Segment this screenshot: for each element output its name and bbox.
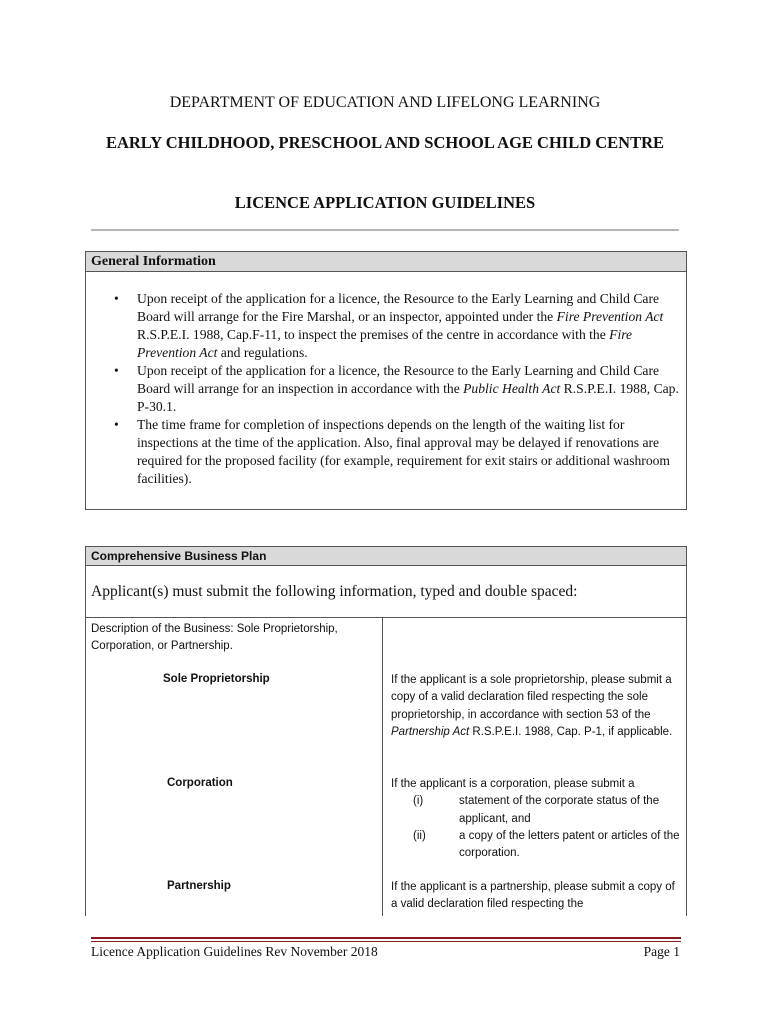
business-plan-intro: Applicant(s) must submit the following information, typed and double spaced: <box>86 566 686 618</box>
header-divider <box>91 229 679 231</box>
corporation-label: Corporation <box>167 777 233 789</box>
list-item: (i) statement of the corporate status of the applicant, and <box>413 795 660 825</box>
document-subtitle: LICENCE APPLICATION GUIDELINES <box>234 193 536 212</box>
general-information-list <box>114 290 682 488</box>
sole-proprietorship-text: If the applicant is a sole proprietorship, please submit a copy of a valid declaration filed respecting the sole proprietorship, in accordance with section 53 of the Partnership Act R.S.P.E.I. 1988, Cap. P-1, if applicable. <box>391 674 673 738</box>
corporation-text: If the applicant is a corporation, please submit a (i) statement of the corporate status of the applicant, and (ii) a copy of the letters patent or articles of the corporation. <box>391 776 681 862</box>
footer-divider <box>91 937 681 939</box>
column-divider <box>382 618 383 916</box>
department-name: DEPARTMENT OF EDUCATION AND LIFELONG LEARNING <box>169 94 601 111</box>
partnership-label: Partnership <box>167 880 231 892</box>
sole-proprietorship-label: Sole Proprietorship <box>163 673 270 685</box>
business-plan-heading: Comprehensive Business Plan <box>86 547 686 566</box>
list-item: (ii) a copy of the letters patent or articles of the corporation. <box>413 829 680 860</box>
general-information-section <box>85 251 687 510</box>
bullet-icon: • <box>114 363 119 378</box>
document-title: EARLY CHILDHOOD, PRESCHOOL AND SCHOOL AGE CHILD CENTRE <box>105 133 665 152</box>
business-description: Description of the Business: Sole Proprietorship, Corporation, or Partnership. <box>91 623 338 653</box>
business-plan-section <box>85 546 687 916</box>
list-item: • Upon receipt of the application for a licence, the Resource to the Early Learning and Child Care Board will arrange for an inspection in accordance with the Public Health Act R.S.P.E.I. 1988, Cap. P-30.1. <box>114 363 679 414</box>
footer-divider-thin <box>91 941 681 942</box>
footer-document-name: Licence Application Guidelines Rev November 2018 <box>91 944 378 959</box>
list-item: • The time frame for completion of inspections depends on the length of the waiting list for inspections at the time of the application. Also, final approval may be delayed if renovations are required for the proposed facility (for example, requirement for exit stairs or additional washroom facilities). <box>114 417 670 486</box>
bullet-icon: • <box>114 417 119 432</box>
bullet-icon: • <box>114 291 119 306</box>
list-item: • Upon receipt of the application for a licence, the Resource to the Early Learning and Child Care Board will arrange for the Fire Marshal, or an inspector, appointed under the Fire Prevention Act R.S.P.E.I. 1988, Cap.F-11, to inspect the premises of the centre in accordance with the Fire Prevention Act and regulations. <box>114 291 664 360</box>
general-information-heading: General Information <box>86 252 686 272</box>
partnership-text: If the applicant is a partnership, please submit a copy of a valid declaration filed respecting the <box>391 881 675 911</box>
page-number: Page 1 <box>643 944 680 959</box>
